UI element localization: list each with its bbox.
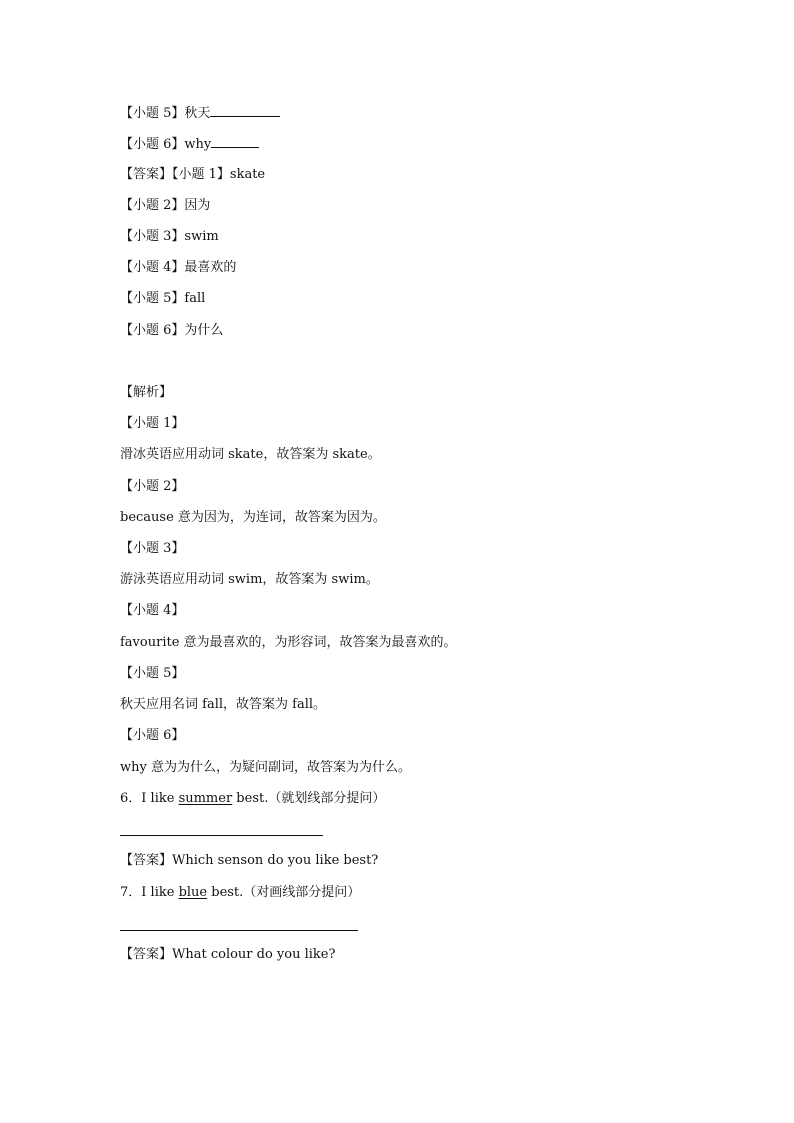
answer-4: 【小题 4】最喜欢的 — [120, 260, 237, 275]
question-6 — [120, 135, 259, 154]
analysis-5-label: 【小题 5】 — [120, 666, 185, 681]
answer-line[interactable] — [120, 835, 323, 836]
rewrite-7-answer: 【答案】What colour do you like? — [120, 947, 336, 962]
analysis-1-label: 【小题 1】 — [120, 416, 185, 431]
rewrite-7-prefix: 7．I like — [120, 885, 179, 900]
answer-5: 【小题 5】fall — [120, 291, 206, 306]
analysis-2-text: because 意为因为，为连词，故答案为因为。 — [120, 510, 386, 525]
rewrite-6-prefix: 6．I like — [120, 791, 179, 806]
analysis-5-text: 秋天应用名词 fall，故答案为 fall。 — [120, 697, 327, 712]
answer-blank[interactable] — [211, 135, 259, 148]
rewrite-6-suffix: best.（就划线部分提问） — [232, 791, 386, 806]
analysis-6-label: 【小题 6】 — [120, 728, 185, 743]
answer-6: 【小题 6】为什么 — [120, 323, 224, 338]
question-5-label: 【小题 5】秋天 — [120, 106, 211, 121]
answer-line[interactable] — [120, 930, 358, 931]
analysis-4-text: favourite 意为最喜欢的，为形容词，故答案为最喜欢的。 — [120, 635, 457, 650]
underlined-word: summer — [178, 791, 233, 806]
question-6-label: 【小题 6】why — [120, 137, 212, 152]
analysis-3-label: 【小题 3】 — [120, 541, 185, 556]
analysis-1-text: 滑冰英语应用动词 skate，故答案为 skate。 — [120, 447, 381, 462]
answer-header: 【答案】【小题 1】skate — [120, 167, 266, 182]
rewrite-question-7 — [120, 884, 360, 902]
rewrite-question-6 — [120, 790, 385, 808]
analysis-2-label: 【小题 2】 — [120, 479, 185, 494]
analysis-3-text: 游泳英语应用动词 swim，故答案为 swim。 — [120, 572, 379, 587]
answer-2: 【小题 2】因为 — [120, 198, 211, 213]
answer-blank[interactable] — [210, 104, 280, 117]
answer-3: 【小题 3】swim — [120, 229, 219, 244]
underlined-word: blue — [178, 885, 208, 900]
analysis-6-text: why 意为为什么，为疑问副词，故答案为为什么。 — [120, 760, 411, 775]
question-5 — [120, 104, 280, 123]
rewrite-6-answer: 【答案】Which senson do you like best? — [120, 853, 379, 868]
rewrite-7-suffix: best.（对画线部分提问） — [207, 885, 361, 900]
analysis-header: 【解析】 — [120, 385, 173, 400]
analysis-4-label: 【小题 4】 — [120, 603, 185, 618]
